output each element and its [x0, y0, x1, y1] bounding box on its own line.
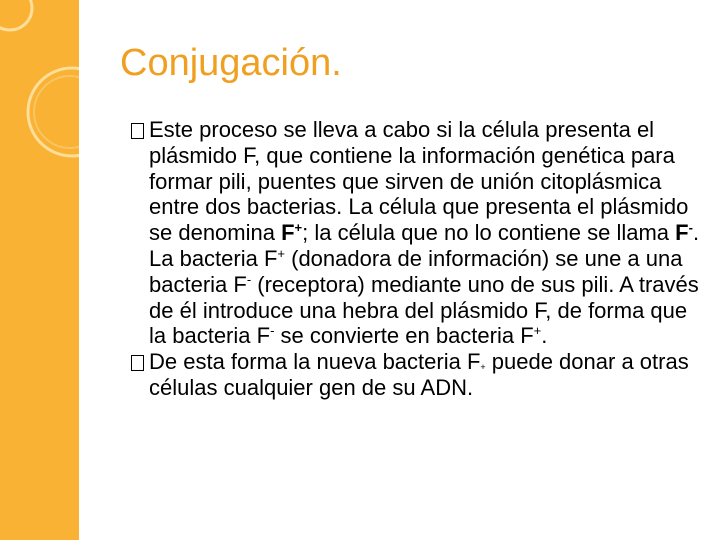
p1-text-7: .: [541, 323, 548, 349]
paragraph-1: [130, 117, 705, 349]
p1-f-minus-letter: F: [675, 220, 689, 246]
decorative-side-band: [0, 0, 79, 540]
p1-text-1: Este proceso se lleva a cabo si la célula presenta el plásmido F, que contiene la información genética para formar pili, puentes que sirven de unión citoplásmica entre dos bacterias. La célula que presenta el plásmido se denomina: [149, 117, 689, 246]
decorative-circles: [0, 0, 79, 540]
p1-sup-4: -: [246, 271, 252, 287]
p1-f-plus: [281, 220, 302, 245]
p1-text-2: ; la célula que no lo contiene se llama: [302, 220, 676, 246]
p1-text-5: (receptora) mediante uno de sus pili. A través de él introduce una hebra del plásmido F, de forma que la bacteria F: [149, 271, 699, 349]
p1-sup-6: +: [533, 323, 542, 339]
p1-sup-5: -: [270, 323, 275, 339]
slide-title: Conjugación.: [120, 42, 342, 84]
slide-body: [130, 117, 705, 401]
p1-text-4: (donadora de información) se une a una bacteria F: [149, 245, 683, 297]
p2-text-2: puede donar a otras células cualquier gen de su ADN.: [149, 349, 689, 400]
p1-f-plus-letter: F: [281, 220, 295, 246]
p2-sup-1: +: [480, 362, 486, 373]
missing-glyph-box-icon: [130, 117, 149, 143]
p1-text-6: se convierte en bacteria F: [274, 323, 534, 349]
p1-f-minus: [675, 220, 693, 245]
p1-sup-3: +: [277, 245, 285, 261]
p2-text-1: De esta forma la nueva bacteria F: [149, 349, 481, 375]
p1-f-minus-sup: -: [688, 220, 693, 236]
paragraph-2: [130, 349, 705, 401]
p1-f-plus-sup: +: [294, 220, 303, 236]
missing-glyph-box-icon: [130, 349, 149, 375]
p1-text-3: . La bacteria F: [149, 220, 700, 271]
